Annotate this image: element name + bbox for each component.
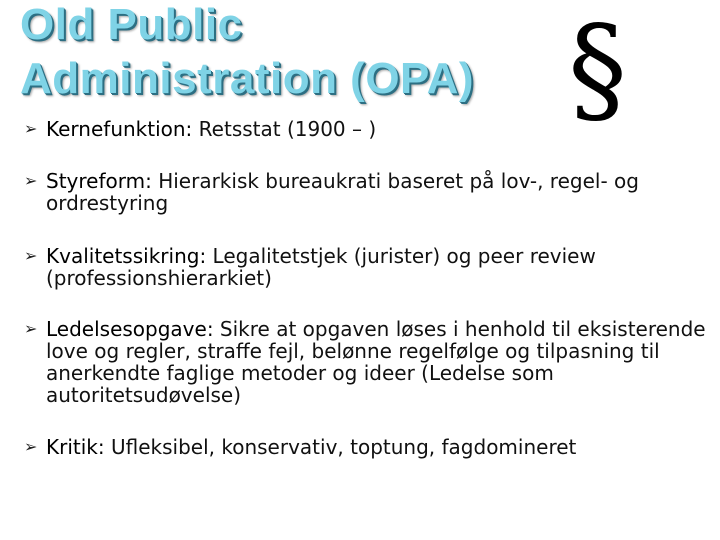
title-line-2: Administration (OPA)	[20, 54, 475, 103]
item-text: Hierarkisk bureaukrati baseret på lov-, regel- og ordrestyring	[46, 169, 639, 215]
item-label: Styreform:	[46, 169, 152, 193]
title-line-1: Old Public	[20, 0, 243, 49]
item-text: Ufleksibel, konservativ, toptung, fagdomineret	[104, 435, 577, 459]
arrow-bullet-icon: ➢	[24, 171, 38, 190]
item-label: Kritik:	[46, 435, 105, 459]
item-label: Ledelsesopgave:	[46, 317, 214, 341]
item-text: Retsstat (1900 – )	[192, 117, 377, 141]
slide-title	[20, 0, 474, 106]
arrow-bullet-icon: ➢	[24, 119, 38, 138]
arrow-bullet-icon: ➢	[24, 319, 38, 338]
item-label: Kvalitetssikring:	[46, 244, 207, 268]
arrow-bullet-icon: ➢	[24, 246, 38, 265]
item-text: Legalitetstjek (jurister) og peer review (professionshierarkiet)	[46, 244, 596, 290]
item-label: Kernefunktion:	[46, 117, 193, 141]
paragraph-sign-icon: §	[568, 0, 627, 138]
item-text: Sikre at opgaven løses i henhold til eksisterende love og regler, straffe fejl, belønne regelfølge og tilpasning til anerkendte faglige metoder og ideer (Ledelse som autoritetsudøvelse)	[46, 317, 706, 407]
arrow-bullet-icon: ➢	[24, 437, 38, 456]
